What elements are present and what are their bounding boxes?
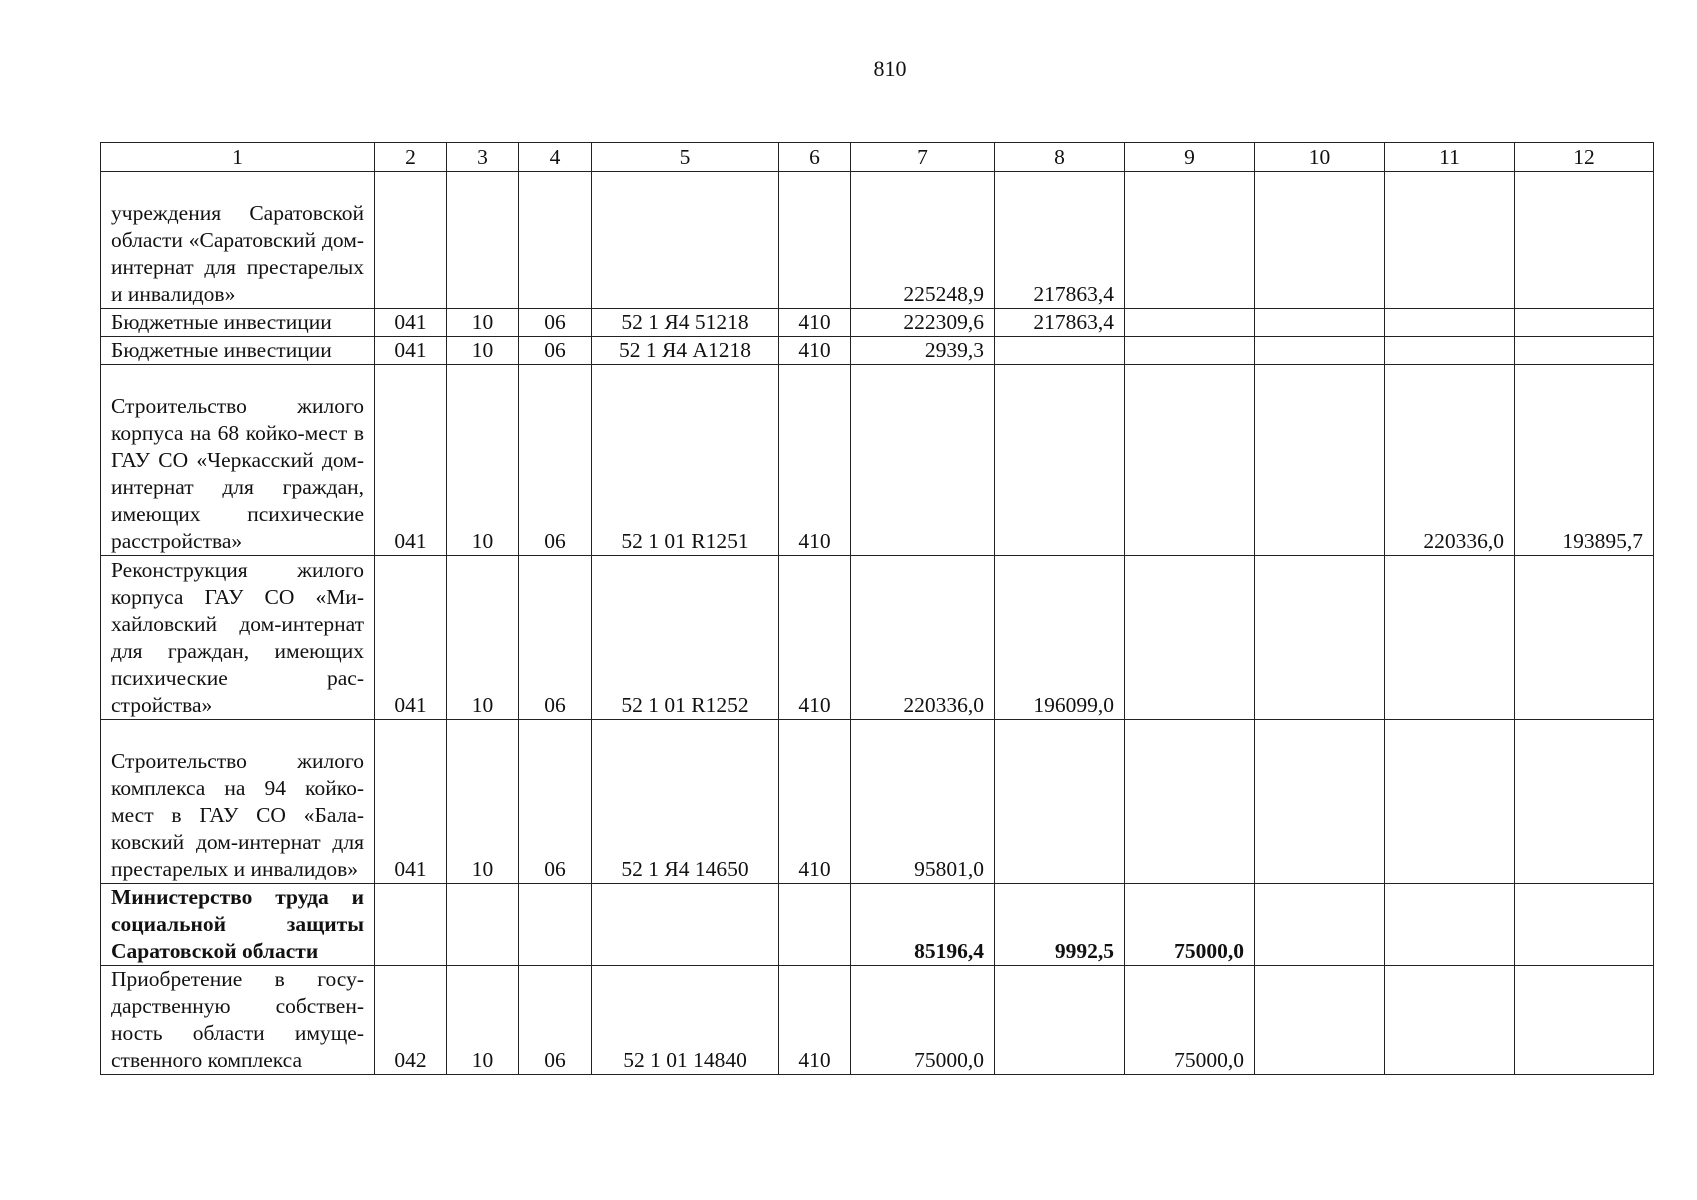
cell-col-8 (995, 337, 1125, 365)
cell-col-12 (1515, 720, 1654, 884)
header-col-6: 6 (779, 143, 851, 172)
cell-col-12 (1515, 966, 1654, 1075)
cell-col-9 (1125, 556, 1255, 720)
cell-col-11 (1385, 309, 1515, 337)
table-row (101, 172, 1654, 309)
header-col-12: 12 (1515, 143, 1654, 172)
cell-section: 10 (447, 556, 519, 720)
cell-col-10 (1255, 172, 1385, 309)
cell-subsection: 06 (519, 720, 592, 884)
cell-expense-type: 410 (779, 337, 851, 365)
cell-col-10 (1255, 720, 1385, 884)
cell-col-9 (1125, 172, 1255, 309)
cell-col-12: 193895,7 (1515, 365, 1654, 556)
table-row (101, 365, 1654, 556)
cell-section: 10 (447, 966, 519, 1075)
table-row (101, 309, 1654, 337)
header-col-7: 7 (851, 143, 995, 172)
cell-col-8 (995, 720, 1125, 884)
header-col-4: 4 (519, 143, 592, 172)
cell-expense-type: 410 (779, 720, 851, 884)
cell-subsection (519, 172, 592, 309)
cell-target-code: 52 1 01 R1252 (592, 556, 779, 720)
budget-table (100, 142, 1654, 1075)
cell-subsection: 06 (519, 309, 592, 337)
cell-col-7 (851, 365, 995, 556)
cell-ministry-code: 041 (375, 337, 447, 365)
cell-col-10 (1255, 365, 1385, 556)
cell-col-9: 75000,0 (1125, 884, 1255, 966)
cell-ministry-code: 041 (375, 309, 447, 337)
cell-target-code: 52 1 Я4 51218 (592, 309, 779, 337)
cell-section: 10 (447, 720, 519, 884)
row-name: Приобретение в государственную собственность области имущественного комплекса (101, 966, 375, 1075)
cell-target-code: 52 1 Я4 14650 (592, 720, 779, 884)
cell-col-12 (1515, 337, 1654, 365)
cell-target-code: 52 1 01 14840 (592, 966, 779, 1075)
header-col-2: 2 (375, 143, 447, 172)
cell-col-10 (1255, 337, 1385, 365)
row-name: Реконструкция жилого корпуса ГАУ СО «Михайловский дом-интернат для граждан, имеющих психические расстройства» (101, 556, 375, 720)
cell-subsection: 06 (519, 966, 592, 1075)
header-col-3: 3 (447, 143, 519, 172)
cell-col-9 (1125, 365, 1255, 556)
cell-col-9 (1125, 720, 1255, 884)
header-col-11: 11 (1385, 143, 1515, 172)
cell-subsection: 06 (519, 365, 592, 556)
cell-col-11 (1385, 884, 1515, 966)
cell-col-9: 75000,0 (1125, 966, 1255, 1075)
cell-col-9 (1125, 337, 1255, 365)
cell-section: 10 (447, 365, 519, 556)
cell-expense-type (779, 884, 851, 966)
cell-col-8 (995, 365, 1125, 556)
cell-col-7: 225248,9 (851, 172, 995, 309)
cell-col-8 (995, 966, 1125, 1075)
cell-col-10 (1255, 556, 1385, 720)
cell-target-code (592, 884, 779, 966)
table-row (101, 720, 1654, 884)
cell-ministry-code (375, 172, 447, 309)
cell-expense-type: 410 (779, 365, 851, 556)
table-row (101, 966, 1654, 1075)
cell-expense-type (779, 172, 851, 309)
cell-ministry-code: 042 (375, 966, 447, 1075)
row-name: Бюджетные инвестиции (101, 337, 375, 365)
header-col-5: 5 (592, 143, 779, 172)
page-number: 810 (873, 56, 907, 81)
row-name: Строительство жилого комплекса на 94 койко-мест в ГАУ СО «Балаковский дом-интернат для престарелых и инвалидов» (101, 720, 375, 884)
cell-section (447, 884, 519, 966)
cell-col-8: 196099,0 (995, 556, 1125, 720)
header-col-8: 8 (995, 143, 1125, 172)
cell-section: 10 (447, 309, 519, 337)
cell-col-7: 222309,6 (851, 309, 995, 337)
cell-col-7: 85196,4 (851, 884, 995, 966)
cell-col-7: 75000,0 (851, 966, 995, 1075)
cell-col-8: 217863,4 (995, 172, 1125, 309)
cell-subsection (519, 884, 592, 966)
cell-section (447, 172, 519, 309)
header-col-1: 1 (101, 143, 375, 172)
cell-target-code: 52 1 Я4 A1218 (592, 337, 779, 365)
cell-subsection: 06 (519, 556, 592, 720)
cell-col-10 (1255, 884, 1385, 966)
cell-col-12 (1515, 172, 1654, 309)
header-col-10: 10 (1255, 143, 1385, 172)
cell-col-12 (1515, 309, 1654, 337)
cell-expense-type: 410 (779, 309, 851, 337)
cell-ministry-code: 041 (375, 556, 447, 720)
header-row (101, 143, 1654, 172)
cell-col-8: 217863,4 (995, 309, 1125, 337)
cell-col-10 (1255, 309, 1385, 337)
cell-ministry-code: 041 (375, 365, 447, 556)
cell-col-10 (1255, 966, 1385, 1075)
cell-col-11 (1385, 966, 1515, 1075)
table-row (101, 337, 1654, 365)
cell-col-7: 95801,0 (851, 720, 995, 884)
cell-ministry-code (375, 884, 447, 966)
cell-col-11 (1385, 172, 1515, 309)
cell-ministry-code: 041 (375, 720, 447, 884)
cell-col-11: 220336,0 (1385, 365, 1515, 556)
cell-col-12 (1515, 884, 1654, 966)
cell-section: 10 (447, 337, 519, 365)
cell-target-code: 52 1 01 R1251 (592, 365, 779, 556)
cell-col-12 (1515, 556, 1654, 720)
cell-col-7: 2939,3 (851, 337, 995, 365)
cell-col-11 (1385, 720, 1515, 884)
row-name: Бюджетные инвестиции (101, 309, 375, 337)
row-name: Министерство труда и социальной защиты Саратовской области (101, 884, 375, 966)
table-row (101, 884, 1654, 966)
cell-col-9 (1125, 309, 1255, 337)
cell-target-code (592, 172, 779, 309)
cell-expense-type: 410 (779, 966, 851, 1075)
row-name: учреждения Саратовской области «Саратовский дом-интернат для престарелых и инвалидов» (101, 172, 375, 309)
cell-subsection: 06 (519, 337, 592, 365)
table-row (101, 556, 1654, 720)
cell-expense-type: 410 (779, 556, 851, 720)
cell-col-11 (1385, 337, 1515, 365)
header-col-9: 9 (1125, 143, 1255, 172)
cell-col-7: 220336,0 (851, 556, 995, 720)
cell-col-8: 9992,5 (995, 884, 1125, 966)
cell-col-11 (1385, 556, 1515, 720)
row-name: Строительство жилого корпуса на 68 койко-мест в ГАУ СО «Черкасский дом-интернат для граждан, имеющих психические расстройства» (101, 365, 375, 556)
